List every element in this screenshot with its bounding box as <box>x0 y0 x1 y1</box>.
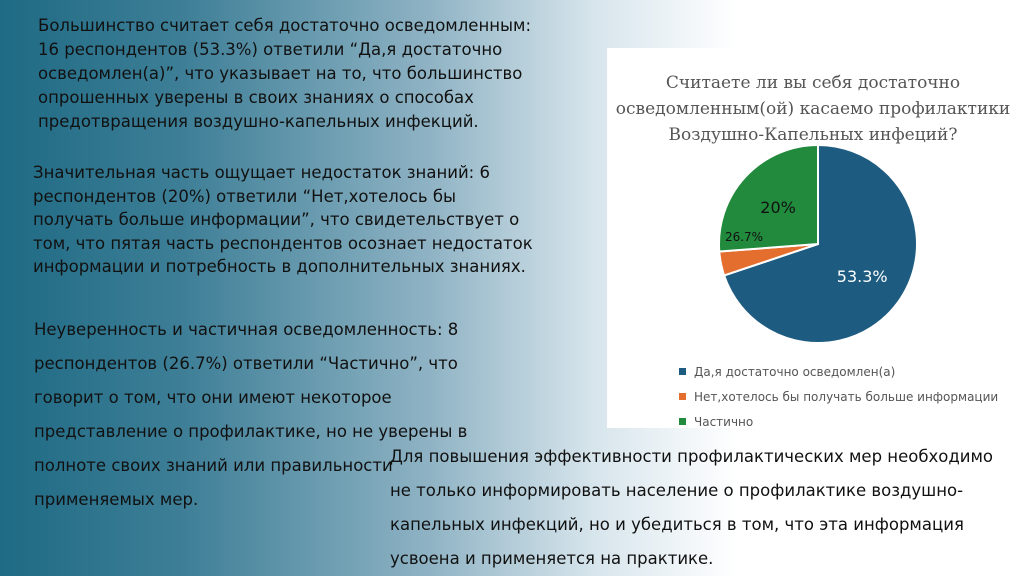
legend-label-no: Нет,хотелось бы получать больше информации <box>694 389 999 404</box>
legend-label-yes: Да,я достаточно осведомлен(а) <box>694 364 896 379</box>
data-label-partial-percent: 26.7% <box>724 230 764 244</box>
legend-item-no <box>679 384 998 409</box>
pie-chart-panel <box>607 48 1019 428</box>
data-label-partial: 20% <box>760 197 796 217</box>
paragraph-partial-awareness: Неуверенность и частичная осведомленность: 8 респондентов (26.7%) ответили “Частично”, что говорит о том, что они имеют некоторое представление о профилактике, но не уверены в полноте своих знаний или правильности применяемых мер. <box>34 320 468 509</box>
legend-swatch-yes <box>679 368 686 375</box>
chart-title-line-3: Воздушно-Капельных инфеций? <box>668 125 958 145</box>
paragraph-lack-of-knowledge: Значительная часть ощущает недостаток знаний: 6 респондентов (20%) ответили “Нет,хотелось бы получать больше информации”, что свидетельствует о том, что пятая часть респондентов осознает недостаток информации и потребность в дополнительных знаниях. <box>33 163 533 276</box>
legend-label-partial: Частично <box>694 414 754 429</box>
legend-swatch-no <box>679 393 686 400</box>
chart-title-line-2: осведомленным(ой) касаемо профилактики <box>615 99 1011 119</box>
legend-item-partial <box>679 409 998 434</box>
legend-item-yes <box>679 359 998 384</box>
paragraph-majority-informed: Большинство считает себя достаточно осведомленным: 16 респондентов (53.3%) ответили “Да,я достаточно осведомлен(а)”, что указывает на то, что большинство опрошенных уверены в своих знаниях о способах предотвращения воздушно-капельных инфекций. <box>38 16 532 131</box>
paragraph-conclusion: Для повышения эффективности профилактических мер необходимо не только информировать население о профилактике воздушно-капельных инфекций, но и убедиться в том, что эта информация усвоена и применяется на практике. <box>390 447 994 568</box>
chart-legend <box>679 359 998 434</box>
chart-title-line-1: Считаете ли вы себя достаточно <box>665 73 961 93</box>
data-label-yes: 53.3% <box>836 266 888 286</box>
legend-swatch-partial <box>679 418 686 425</box>
